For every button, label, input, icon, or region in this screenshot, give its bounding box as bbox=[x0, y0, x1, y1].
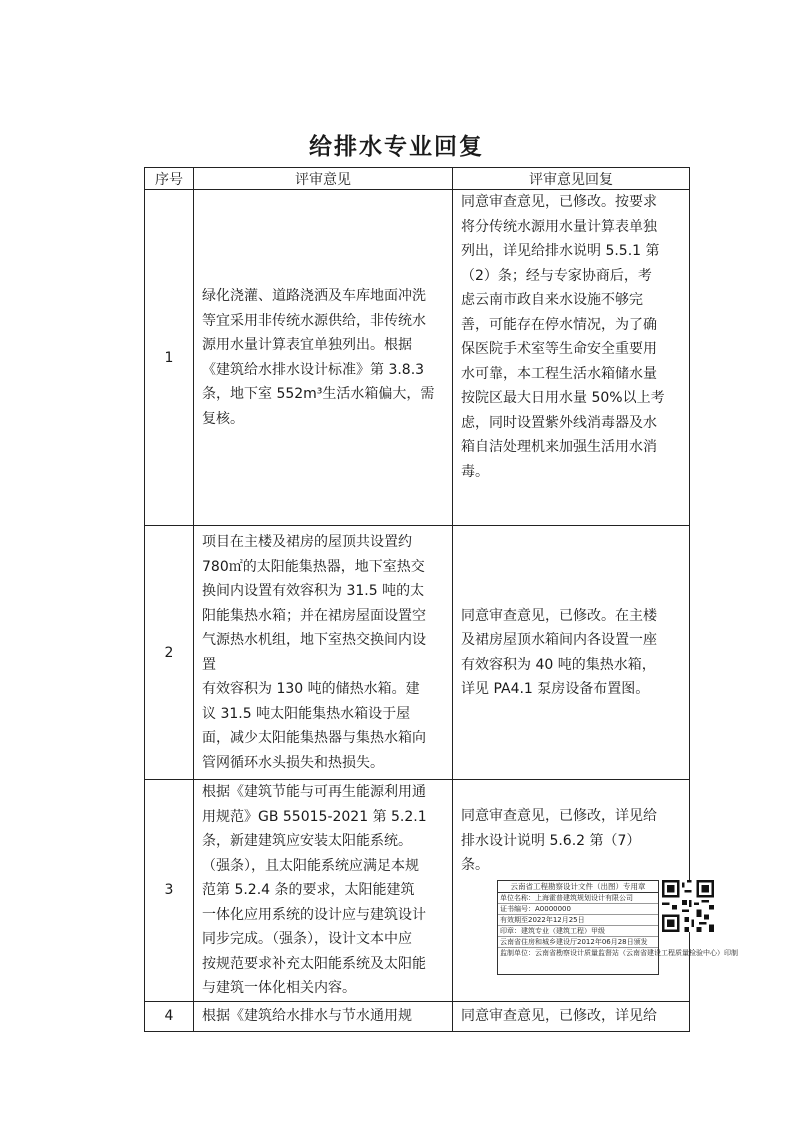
table-row bbox=[145, 190, 690, 526]
header-reply: 评审意见回复 bbox=[453, 168, 690, 190]
stamp-title: 云南省工程勘察设计文件（出图）专用章 bbox=[498, 881, 658, 893]
qr-code-graphic bbox=[662, 880, 714, 932]
stamp-line: 有效期至2022年12月25日 bbox=[498, 915, 658, 926]
page-title: 给排水专业回复 bbox=[309, 134, 484, 160]
header-num: 序号 bbox=[145, 168, 194, 190]
header-opinion: 评审意见 bbox=[194, 168, 453, 190]
table-header-row bbox=[145, 168, 690, 190]
table-row bbox=[145, 1001, 690, 1031]
qr-code-icon bbox=[662, 880, 714, 932]
design-document-stamp bbox=[497, 880, 738, 975]
stamp-line: 云南省住房和城乡建设厅2012年06月28日颁发 bbox=[498, 937, 658, 948]
review-opinion: 绿化浇灌、道路浇洒及车库地面冲洗 等宜采用非传统水源供给，非传统水 源用水量计算表宜单独列出。根据 《建筑给水排水设计标准》第 3.8.3 条，地下室 552m³生活水箱偏大，需 复核。 bbox=[202, 288, 435, 427]
review-opinion: 项目在主楼及裙房的屋顶共设置约 780㎡的太阳能集热器，地下室热交 换间内设置有效容积为 31.5 吨的太 阳能集热水箱；并在裙房屋面设置空 气源热水机组，地下室热交换间内设 置 有效容积为 130 吨的储热水箱。建 议 31.5 吨太阳能集热水箱设于屋 面，减少太阳能集热器与集热水箱向 管网循环水头损失和热损失。 bbox=[202, 534, 426, 771]
review-reply: 同意审查意见，已修改，详见给 bbox=[461, 1007, 657, 1024]
review-reply: 同意审查意见，已修改。在主楼 及裙房屋顶水箱间内各设置一座 有效容积为 40 吨的集热水箱， 详见 PA4.1 泵房设备布置图。 bbox=[461, 607, 657, 697]
row-number: 2 bbox=[145, 526, 194, 780]
review-reply: 同意审查意见，已修改，详见给 排水设计说明 5.6.2 第（7） 条。 bbox=[461, 808, 657, 873]
table-row bbox=[145, 526, 690, 780]
review-opinion: 根据《建筑给水排水与节水通用规 bbox=[202, 1007, 412, 1024]
row-number: 3 bbox=[145, 780, 194, 1002]
stamp-line: 印章：建筑专业（建筑工程）甲级 bbox=[498, 926, 658, 937]
row-number: 4 bbox=[145, 1001, 194, 1031]
review-opinion: 根据《建筑节能与可再生能源利用通 用规范》GB 55015-2021 第 5.2.1 条，新建建筑应安装太阳能系统。 （强条），且太阳能系统应满足本规 范第 5.2.4 条的要求，太阳能建筑 一体化应用系统的设计应与建筑设计 同步完成。（强条），设计文本中应 按规范要求补充太阳能系统及太阳能 与建筑一体化相关内容。 bbox=[202, 784, 427, 996]
stamp-line: 单位名称：上海霍普建筑规划设计有限公司 bbox=[498, 893, 658, 904]
review-reply: 同意审查意见，已修改。按要求 将分传统水源用水量计算表单独 列出，详见给排水说明 5.5.1 第 （2）条；经与专家协商后，考 虑云南市政自来水设施不够完 善，可能存在停水情况，为了确 保医院手术室等生命安全重要用 水可靠，本工程生活水箱储水量 按院区最大日用水量 50%以上考 虑，同时设置紫外线消毒器及水 箱自洁处理机来加强生活用水消 毒。 bbox=[461, 194, 665, 480]
stamp-line: 证书编号：A0000000 bbox=[498, 904, 658, 915]
row-number: 1 bbox=[145, 190, 194, 526]
stamp-line: 监制单位：云南省勘察设计质量监督站（云南省建设工程质量检验中心）印制 bbox=[500, 949, 738, 957]
